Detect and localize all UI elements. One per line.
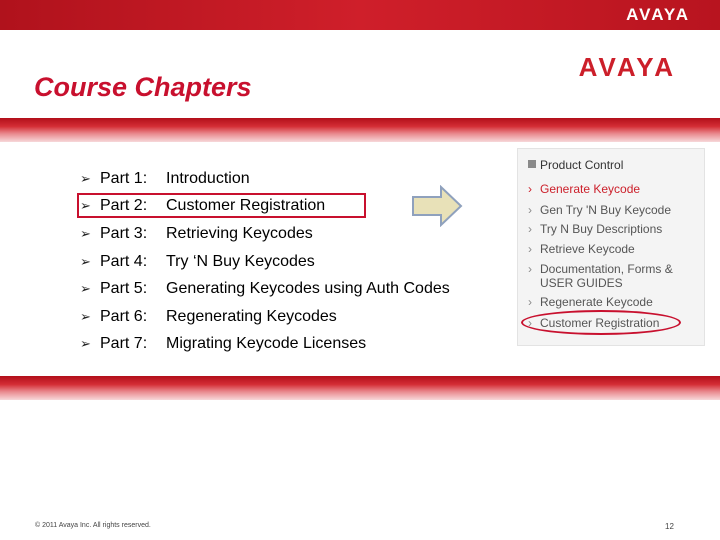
menu-item-generate-keycode[interactable]: › Generate Keycode bbox=[528, 182, 641, 196]
chapter-title: Generating Keycodes using Auth Codes bbox=[166, 280, 450, 298]
chapter-part: Part 5: bbox=[100, 280, 148, 298]
chapter-title: Introduction bbox=[166, 169, 250, 187]
upper-divider-band bbox=[0, 118, 720, 142]
chapter-item bbox=[80, 303, 450, 331]
chapter-part: Part 7: bbox=[100, 335, 148, 353]
menu-item-regenerate-keycode[interactable]: › Regenerate Keycode bbox=[528, 295, 653, 309]
arrow-bullet-icon: ➢ bbox=[80, 281, 91, 297]
chapter-highlight-box bbox=[77, 193, 366, 218]
slide-title: Course Chapters bbox=[34, 72, 252, 102]
chevron-right-icon: › bbox=[528, 182, 532, 196]
chevron-right-icon: › bbox=[528, 262, 532, 276]
chapter-title: Regenerating Keycodes bbox=[166, 307, 337, 325]
menu-item-customer-registration[interactable]: › Customer Registration bbox=[528, 316, 660, 330]
chapter-part: Part 3: bbox=[100, 224, 148, 242]
chevron-right-icon: › bbox=[528, 316, 532, 330]
arrow-bullet-icon: ➢ bbox=[80, 170, 91, 186]
chapter-part: Part 4: bbox=[100, 252, 148, 270]
chapter-item bbox=[80, 331, 450, 359]
chapter-item bbox=[80, 248, 450, 276]
menu-header: Product Control bbox=[528, 158, 623, 172]
top-brand-band bbox=[0, 0, 720, 30]
avaya-logo: AVAYA bbox=[578, 52, 676, 82]
lower-divider-band bbox=[0, 376, 720, 400]
customer-registration-circle bbox=[521, 310, 681, 335]
chapter-part: Part 1: bbox=[100, 169, 148, 187]
chapter-title: Try ‘N Buy Keycodes bbox=[166, 252, 315, 270]
chapter-item bbox=[80, 220, 450, 248]
chevron-right-icon: › bbox=[528, 295, 532, 309]
avaya-logo-small: AVAYA bbox=[626, 5, 690, 24]
copyright-notice: © 2011 Avaya Inc. All rights reserved. bbox=[35, 522, 151, 529]
chevron-right-icon: › bbox=[528, 242, 532, 256]
menu-item-retrieve-keycode[interactable]: › Retrieve Keycode bbox=[528, 242, 635, 256]
chapter-part: Part 6: bbox=[100, 307, 148, 325]
menu-item-documentation[interactable]: › Documentation, Forms & USER GUIDES bbox=[528, 262, 673, 290]
right-arrow-icon bbox=[411, 185, 463, 227]
chapter-title: Migrating Keycode Licenses bbox=[166, 335, 367, 353]
chevron-right-icon: › bbox=[528, 203, 532, 217]
menu-item-gen-try-n-buy[interactable]: › Gen Try 'N Buy Keycode bbox=[528, 203, 672, 217]
square-bullet-icon bbox=[528, 160, 536, 168]
arrow-bullet-icon: ➢ bbox=[80, 336, 91, 352]
arrow-bullet-icon: ➢ bbox=[80, 225, 91, 241]
chapter-title: Customer Registration bbox=[166, 197, 326, 215]
menu-item-try-n-buy-descriptions[interactable]: › Try N Buy Descriptions bbox=[528, 222, 663, 236]
chevron-right-icon: › bbox=[528, 222, 532, 236]
arrow-bullet-icon: ➢ bbox=[80, 308, 91, 324]
page-number: 12 bbox=[665, 522, 674, 531]
chapter-item bbox=[80, 275, 450, 303]
arrow-bullet-icon: ➢ bbox=[80, 253, 91, 269]
chapter-part: Part 2: bbox=[100, 197, 148, 215]
chapter-item bbox=[80, 165, 450, 193]
chapter-title: Retrieving Keycodes bbox=[166, 224, 313, 242]
arrow-bullet-icon: ➢ bbox=[80, 198, 91, 214]
